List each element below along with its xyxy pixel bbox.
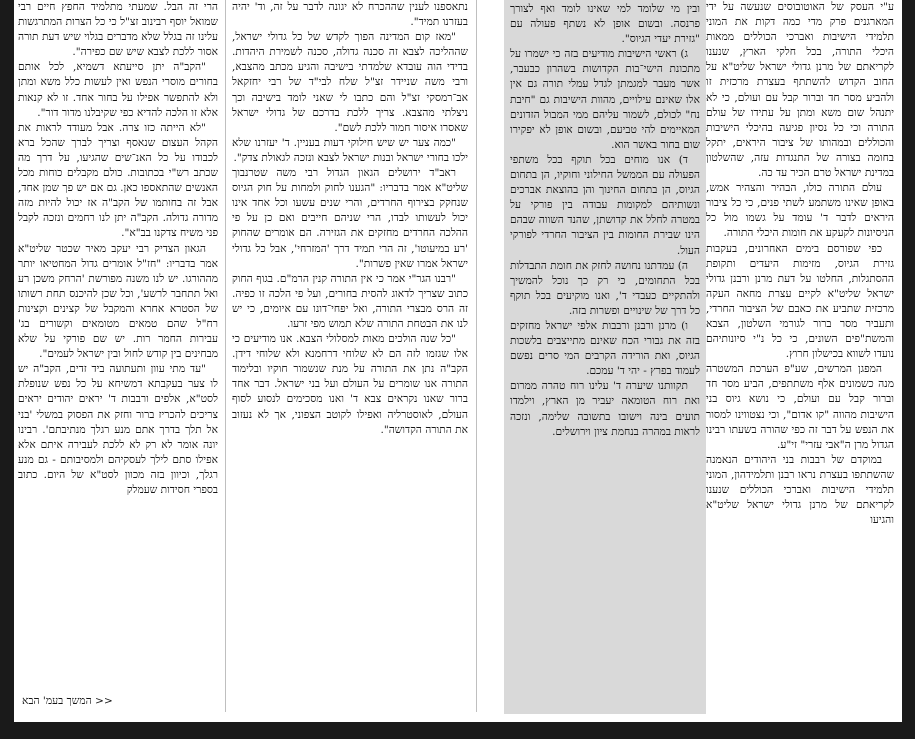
paragraph: הרי זה הבל. שמעתי מתלמיד החפץ חיים רבי שמואל יוסף רבינוב זצ"ל כי כל הצרות המתרגשות עלינו זה בגלל שלא מדברים בגלוי שיש דעת תורה אסור ללכת לצבא שיש שם כפירה". (18, 1, 218, 59)
paragraph: "רבנו הגר"י אמר כי אין התורה קנין הרמ"ם. בגוף החוק כתוב שצריך לדאוג להסית בחורים, ועל פי הלכה זו כפיה. זה הרס מבצרי התורה, ואל יפחי־דונו עם איומים, כי יש לנו את הבטחת התורה שלא תמוש מפי זרעו. (232, 272, 468, 330)
column-divider (225, 0, 226, 712)
paragraph: "מאז קום המדינה הפוך לקדש של כל גדולי ישראל, שההליכה לצבא זה סכנה גדולה, סכנה לשמירת היהדות. בדידי הוה עובדא שלמדתי בישיבה והגיע מכתב מהצבא, ורבי משה שניידר זצ"ל שלח לבי"ד של רבי יחזקאל אב־רמסקי זצ"ל והם כתבו לי שאני לומד בישיבה וכך ניצלתי מהצבא. צריך ללכת בדרכם של גדולי ישראל שאסרו איסור חמור ללכת לשם". (232, 31, 468, 134)
continuation-note: << המשך בעמ' הבא (22, 694, 218, 710)
article-column-right (706, 0, 894, 712)
paragraph: ה) עמדתנו נחושה לחזק את חומת התבדלות בכל התחומים, כי רק כך נוכל להמשיך ולהתקיים כעבדי ד', ואנו מוקיעים בכל תוקף כל דרך של שינויים ופשרות בזה. (510, 259, 700, 317)
paragraph: המפגן המרשים, שע"פ הערכת המשטרה מנה כשמונים אלף משתתפים, הביע מסר חד וברור קבל עם ועולם, כי נושא גיוס בני הישיבות מהווה "קו אדום", וכי נצטווינו למסור את הנפש על דבר זה כפי שהורה בשעתו רבינו הגדול מרן ה"אבי עזרי" זי"ע. (706, 363, 894, 451)
article-column-center (232, 0, 468, 712)
paragraph: ע"י העסק של האוטובוסים שנעשה על ידי המארגנים פרק מדי כמה דקות את המוני תלמידי הישיבות ואברכי הכוללים ממאות היכלי התורה, בכל חלקי הארץ, שנענו לקריאתם של מרנן גדולי ישראל שליט"א על החוב הקדוש להשתתף בעצרת מרכזית זו ולהביע מסר חד וברור קבל עם ועולם, כי לא יתנהל שום משא ומתן על עתידו של עולם התורה וכי כל נסיון פגיעה בהיכלי הישיבות והכוללים ובמהותו של ציבור היראים, יתקל בחומה בצורה של התנגדות עזה, שהשלטון במדינת ישראל טרם הכיר עד כה. (706, 1, 894, 180)
paragraph: ד) אנו מוחים בכל תוקף בכל משתפי הפעולה עם הממשל החילוני וחוקיו, הן בתחום הגיוס, הן בתחום החינוך והן בהוצאת אברכים ונשותיהם למקומות עבודה בין פורקי על במטרה לחלל את קדושתן, שהנד השווה שבהם הינו שבירת החומות בין הציבור החרדי לפורקי העול. (510, 153, 700, 257)
paragraph: ו) מרנן ורבנן ורבבות אלפי ישראל מחזקים בזה את גבורי הכח שאינם מתייצבים בלשכות הגיוס, ואת הורידה הקרבים המי סרים נפשם לעמוד בפרץ - יהי ד' עמכם. (510, 319, 700, 378)
article-column-left (18, 0, 218, 712)
newspaper-page (14, 0, 902, 722)
paragraph: ג) ראשי הישיבות מודיעים בזה כי ישמרו על מתכונת הישי־בות הקדושות בשהרון כבעבר, אשר מעבר למגמתן לגדל עמלי תורה גם אין אלו שאינם עילויים, מהוות הישיבות גם "חיבת נח" לכולם, לשמור עליהם ממי המבול הזדונים המאיימים להי טביעם, ובשום אופן לא יפקירו שום בחור באשר הוא. (510, 48, 700, 151)
paragraph: "לא הייתה כזו צרה. אבל מעודד לראות את הקהל העצום שנאסף וצריך לברך שהכל ברא לכבודו על כל האנ־שים שהגיעו, על דרך מה שכתב רש"י בכתובות. כולם מקבלים כוחות מכל האנשים שהתאספו כאן. גם אם יש פך שמן אחד, אבל זה בחותמו של הקב"ה אז יכול להיות מזה מדורה גדולה. הקב"ה יתן לנו רחמים ונזכה לקבל פני משיח צדקנו בב"א". (18, 121, 218, 240)
paragraph: ובין מי שלומד למי שאינו לומד ואף לצורך פרנסה. ובשום אופן לא נשתף פעולה עם "גזירת יעדי הגיוס". (510, 3, 700, 46)
paragraph: ראב"ד ירושלים הגאון הגדול רבי משה שטרנבוך שליט"א אמר בדבריו: "הגענו לחוק ולמחות על חוק הגיוס שנחקק בצירוף החרדים, והרי שנים עשעו וכל אחד אינו יכול לעשותו לבדו, הרי שניהם חייבים ואם כן על פי ההלכה החרדים מחזקים את הגזירה. הם אומרים שהחוק 'רע במיעוטו', זה הרי תמיד דרך 'המזרחי', אבל כל גדולי ישראל אמרו שאין פשרות". (232, 167, 468, 270)
paragraph: הגאון הצדיק רבי יעקב מאיר שכטר שליט"א אמר בדבריו: "חז"ל אומרים גדול המחטיאו יותר מההורגו. יש לנו משנה מפורשת 'הרחק משכן רע ואל תתחבר לרשע', וכל שכן להיכנס תחת רשותו של הסטרא אחרא והמקבל של קצינים וקצינות רח"ל שהם טמאים מטומאים וקשורים בג' עבירות החמר רות. יש שם פורקי על שלא מבחינים בין קודש לחול ובין ישראל לעמים". (18, 242, 218, 361)
paragraph: כפי שפורסם בימים האחרונים, בעקבות גזירת הגיוס, מזימות היעדים ותקופת ההסתגלות, החלטו על דעת מרנן ורבנן גדולי ישראל שליט"א לקיים עצרת מחאה העקה מרכזית שתביע את כאבם של הציבור החרדי, ותעביר מסר ברור לגורמי השלטון, הצבא והמשת"פים השונים, כי כל נ"י סיונותיהם נועדו לשווא בכישלון חרוץ. (706, 242, 894, 361)
paragraph: במוקדם של רבבות בני היהודים הנאמנה שהשתתפו בעצרת נראו רבנן ותלמידהון, המוני תלמידי הישיבות ואברכי הכוללים שנענו לקריאתם של מרנן גדולי ישראל שליט"א והגיעו (706, 453, 894, 527)
column-divider (476, 0, 477, 712)
paragraph: "כמה צער יש שיש חילוקי דעות בעניין. ד' יעזרנו שלא ילכו בחורי ישראל ובנות ישראל לצבא ונזכה לגאולת צדק". (232, 136, 468, 164)
paragraph: תקוותנו שיערה ד' עלינו רוח טהרה ממרום ואת רוח הטומאה יעביר מן הארץ, וילמדו תועים בינה וישובו בתשובה שלימה, ונזכה לראות במהרה בנחמת ציון וירושלים. (510, 380, 700, 438)
page-bottom-edge (0, 722, 915, 739)
paragraph: "הקב"ה יתן סייעתא דשמיא, לכל אותם בחורים מוסרי הנפש ואין לעשות כלל משא ומתן ולא להתפשר אפילו על בחור אחד. זו לא קנאות אלא זו הלכה להדיא כפי שקיבלנו מדור דור". (18, 61, 218, 119)
paragraph: "עד מתי עוון ותעתועה ביד זדים, הקב"ה יש לו צער בעקבתא דמשיחא על כל נפש שנופלת לסט"א, אלפים ורבבות ד' יראים יהודים יראים צריכים להכריז ברור וחזק את הפסוק במשלי 'בני אל תלך בדרך אתם מנע רגלך מנתיבתם'. רבינו יונה אומר לא רק לא ללכת לעבירה איתם אלא אפילו סתם לילך לעסקיהם ולמסיבותם - גם מנע רגלך, וכיוון בזה מכוון לסט"א של היום. כתוב בספרי חסידות שעמלק (18, 363, 218, 496)
paragraph: נתאספנו לענין שההכרח לא יגונה לדבר על זה, וד' יהיה בעזרנו תמיד". (232, 1, 468, 29)
paragraph: עולם התורה כולו, הבהיר והצהיר אמש, באופן שאינו משתמע לשתי פנים, כי כל ציבור היראים לדבר ד' עומד על גשמו מול כל הניסיונות לקעקע את חומות היכלי התורה. (706, 182, 894, 240)
article-column-shaded-box (504, 0, 706, 714)
paragraph: "כל שנה הולכים מאות למסלולי הצבא. אנו מודיעים כי אלו שגזמו לזה הם לא שלוחי דרחמנא ולא שלוחי דידן. הקב"ה נתן את התורה על מנת שנשמור חוקיו ובלימוד התורה אנו שומרים על העולם ועל בני ישראל. דבר אחד ברור שאנו נקראים צבא ד' ואנו מסכימים לנסוע לסוף העולם, לאוסטרליה ואפילו לקוטב הצפוני, אך לא נעזוב את התורה הקדושה". (232, 333, 468, 436)
